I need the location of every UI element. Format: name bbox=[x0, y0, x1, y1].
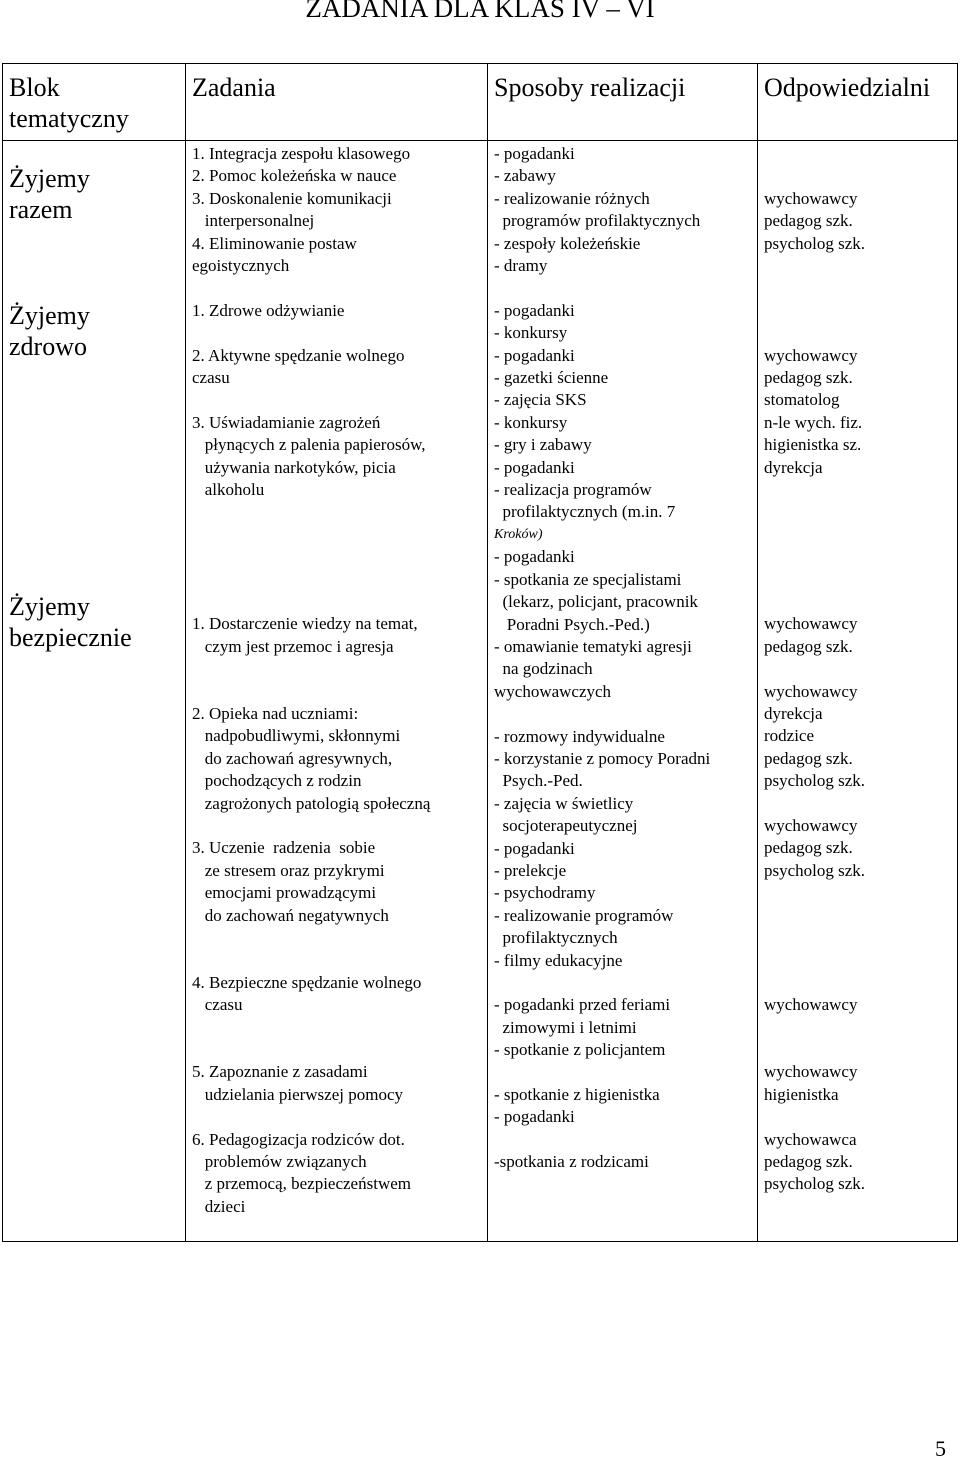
blok-zdrowo-line-2: zdrowo bbox=[9, 332, 87, 361]
zadania-item: czasu bbox=[192, 368, 230, 388]
sposoby-item: - zabawy bbox=[494, 166, 556, 186]
zadania-item: 3. Uświadamianie zagrożeń bbox=[192, 412, 381, 432]
zadania-item: emocjami prowadzącymi bbox=[192, 883, 377, 903]
spacer bbox=[192, 546, 487, 568]
spacer bbox=[192, 1106, 487, 1128]
spacer bbox=[764, 255, 957, 277]
odpowiedzialni-item bbox=[764, 658, 957, 680]
sposoby-section bbox=[494, 143, 757, 300]
odpowiedzialni-item: wychowawcy bbox=[764, 815, 858, 835]
sposoby-item: - realizacja programów bbox=[494, 480, 652, 500]
odpowiedzialni-item: n-le wych. fiz. bbox=[764, 412, 863, 432]
zadania-item: zagrożonych patologią społeczną bbox=[192, 793, 431, 813]
odpowiedzialni-item: psycholog szk. bbox=[764, 1174, 866, 1194]
odpowiedzialni-section bbox=[764, 300, 957, 614]
blok-column bbox=[3, 141, 186, 1242]
spacer bbox=[494, 1174, 757, 1196]
table-row-main bbox=[3, 141, 958, 1242]
odpowiedzialni-section bbox=[764, 972, 957, 1062]
spacer bbox=[192, 1017, 487, 1039]
zadania-item: alkoholu bbox=[192, 480, 265, 500]
sposoby-section bbox=[494, 1084, 757, 1151]
zadania-item: do zachowań negatywnych bbox=[192, 905, 389, 925]
spacer bbox=[764, 479, 957, 501]
zadania-item: problemów związanych bbox=[192, 1152, 367, 1172]
odpowiedzialni-item: wychowawcy bbox=[764, 681, 858, 701]
spacer bbox=[494, 1218, 757, 1240]
zadania-item: 2. Opieka nad uczniami: bbox=[192, 704, 359, 723]
odpowiedzialni-item: higienistka bbox=[764, 1084, 839, 1104]
blok-bezpiecznie bbox=[3, 591, 185, 653]
zadania-list bbox=[186, 141, 487, 1218]
sposoby-item: - realizowanie różnych bbox=[494, 188, 650, 208]
sposoby-item: - zajęcia w świetlicy bbox=[494, 793, 634, 813]
odpowiedzialni-item: dyrekcja bbox=[764, 457, 823, 477]
odpowiedzialni-item: pedagog szk. bbox=[764, 1151, 853, 1171]
odpowiedzialni-item: pedagog szk. bbox=[764, 367, 853, 387]
zadania-section bbox=[192, 300, 487, 614]
sposoby-item: - pogadanki przed feriami bbox=[494, 995, 671, 1015]
zadania-item: 5. Zapoznanie z zasadami bbox=[192, 1062, 368, 1082]
spacer bbox=[764, 905, 957, 927]
table-header-row bbox=[3, 64, 958, 141]
tasks-table bbox=[2, 63, 958, 1242]
sposoby-item: programów profilaktycznych bbox=[494, 211, 701, 231]
odpowiedzialni-item: wychowawcy bbox=[764, 614, 858, 634]
zadania-item: używania narkotyków, picia bbox=[192, 457, 396, 477]
spacer bbox=[764, 1106, 957, 1128]
sposoby-item: - psychodramy bbox=[494, 883, 596, 903]
sposoby-item: - prelekcje bbox=[494, 860, 567, 880]
spacer bbox=[764, 277, 957, 299]
blok-bezpiecznie-line-2: bezpiecznie bbox=[9, 623, 132, 652]
spacer bbox=[764, 882, 957, 904]
sposoby-item: - gry i zabawy bbox=[494, 435, 592, 455]
sposoby-item: - filmy edukacyjne bbox=[494, 950, 623, 970]
sposoby-item: - rozmowy indywidualne bbox=[494, 726, 665, 746]
sposoby-item: - pogadanki bbox=[494, 345, 575, 365]
sposoby-item: - pogadanki bbox=[494, 300, 575, 320]
odpowiedzialni-section bbox=[764, 1061, 957, 1128]
spacer bbox=[764, 1039, 957, 1061]
sposoby-item: - zajęcia SKS bbox=[494, 390, 587, 410]
spacer bbox=[764, 591, 957, 613]
odpowiedzialni-list bbox=[758, 141, 957, 1218]
spacer bbox=[494, 277, 757, 299]
odpowiedzialni-item bbox=[764, 143, 957, 165]
spacer bbox=[192, 927, 487, 949]
sposoby-item: - pogadanki bbox=[494, 144, 575, 163]
sposoby-item: profilaktycznych bbox=[494, 928, 618, 948]
zadania-section bbox=[192, 972, 487, 1062]
sposoby-item: - zespoły koleżeńskie bbox=[494, 233, 641, 253]
zadania-item bbox=[192, 815, 487, 837]
spacer bbox=[764, 1017, 957, 1039]
sposoby-item: - omawianie tematyki agresji bbox=[494, 636, 692, 656]
blok-zdrowo bbox=[3, 300, 185, 591]
odpowiedzialni-section bbox=[764, 1129, 957, 1219]
spacer bbox=[764, 927, 957, 949]
sposoby-item: zimowymi i letnimi bbox=[494, 1017, 637, 1037]
zadania-item: pochodzących z rodzin bbox=[192, 771, 362, 791]
zadania-item bbox=[192, 681, 487, 703]
zadania-item: 2. Aktywne spędzanie wolnego bbox=[192, 345, 405, 365]
odpowiedzialni-item bbox=[764, 793, 957, 815]
spacer bbox=[494, 1062, 757, 1084]
odpowiedzialni-item bbox=[764, 322, 957, 344]
odpowiedzialni-item: wychowawcy bbox=[764, 345, 858, 365]
sposoby-item bbox=[494, 703, 757, 725]
zadania-item bbox=[192, 658, 487, 680]
odpowiedzialni-item: pedagog szk. bbox=[764, 211, 853, 231]
header-sposoby: Sposoby realizacji bbox=[488, 64, 758, 141]
sposoby-item: wychowawczych bbox=[494, 681, 612, 701]
zadania-item bbox=[192, 389, 487, 411]
sposoby-section bbox=[494, 1151, 757, 1241]
zadania-item: 4. Bezpieczne spędzanie wolnego bbox=[192, 972, 422, 992]
sposoby-item: profilaktycznych (m.in. 7 bbox=[494, 502, 676, 522]
odpowiedzialni-item: pedagog szk. bbox=[764, 838, 853, 858]
page-title: ZADANIA DLA KLAS IV – VI bbox=[305, 0, 655, 23]
spacer bbox=[764, 501, 957, 523]
odpowiedzialni-section bbox=[764, 143, 957, 300]
sposoby-item: Poradni Psych.-Ped.) bbox=[494, 614, 650, 634]
odpowiedzialni-item bbox=[764, 165, 957, 187]
odpowiedzialni-item: pedagog szk. bbox=[764, 636, 853, 656]
sposoby-item: - pogadanki bbox=[494, 1107, 575, 1127]
sposoby-column bbox=[488, 141, 758, 1242]
odpowiedzialni-item: wychowawca bbox=[764, 1129, 857, 1149]
sposoby-item: - gazetki ścienne bbox=[494, 368, 609, 388]
sposoby-item: - konkursy bbox=[494, 412, 568, 432]
blok-razem-line-1: Żyjemy bbox=[9, 164, 90, 193]
odpowiedzialni-item: stomatolog bbox=[764, 390, 840, 410]
odpowiedzialni-item: dyrekcja bbox=[764, 703, 823, 723]
sposoby-list bbox=[488, 141, 757, 1241]
sposoby-item: - spotkanie z policjantem bbox=[494, 1040, 666, 1060]
sposoby-item: Kroków) bbox=[494, 526, 543, 542]
zadania-column bbox=[186, 141, 488, 1242]
zadania-item: 6. Pedagogizacja rodziców dot. bbox=[192, 1129, 405, 1149]
odpowiedzialni-section bbox=[764, 613, 957, 971]
sposoby-item: - pogadanki bbox=[494, 838, 575, 858]
odpowiedzialni-item bbox=[764, 972, 957, 994]
blok-razem-line-2: razem bbox=[9, 195, 73, 224]
zadania-section bbox=[192, 143, 487, 300]
zadania-item: 1. Zdrowe odżywianie bbox=[192, 300, 345, 320]
spacer bbox=[764, 569, 957, 591]
header-zadania: Zadania bbox=[186, 64, 488, 141]
sposoby-item: na godzinach bbox=[494, 659, 593, 679]
spacer bbox=[192, 524, 487, 546]
zadania-item: 1. Dostarczenie wiedzy na temat, bbox=[192, 614, 418, 634]
header-blok-line-2: tematyczny bbox=[9, 104, 129, 133]
odpowiedzialni-item: psycholog szk. bbox=[764, 771, 866, 791]
spacer bbox=[192, 591, 487, 613]
zadania-section bbox=[192, 613, 487, 971]
header-odpowiedzialni: Odpowiedzialni bbox=[758, 64, 958, 141]
zadania-item: 3. Doskonalenie komunikacji bbox=[192, 188, 392, 208]
zadania-section bbox=[192, 1129, 487, 1219]
zadania-item: egoistycznych bbox=[192, 256, 290, 276]
odpowiedzialni-item: psycholog szk. bbox=[764, 860, 866, 880]
header-blok bbox=[3, 64, 186, 141]
zadania-item: nadpobudliwymi, skłonnymi bbox=[192, 726, 401, 746]
spacer bbox=[192, 277, 487, 299]
spacer bbox=[764, 949, 957, 971]
sposoby-item: - konkursy bbox=[494, 323, 568, 343]
page-number: 5 bbox=[935, 1436, 946, 1461]
zadania-item: płynących z palenia papierosów, bbox=[192, 435, 426, 455]
sposoby-section bbox=[494, 994, 757, 1084]
blok-bezpiecznie-line-1: Żyjemy bbox=[9, 592, 90, 621]
spacer bbox=[494, 972, 757, 994]
sposoby-item: - pogadanki bbox=[494, 457, 575, 477]
zadania-item: dzieci bbox=[192, 1196, 246, 1216]
spacer bbox=[494, 1129, 757, 1151]
odpowiedzialni-item: wychowawcy bbox=[764, 188, 858, 208]
odpowiedzialni-item: wychowawcy bbox=[764, 1062, 858, 1082]
spacer bbox=[192, 501, 487, 523]
spacer bbox=[192, 1039, 487, 1061]
sposoby-item: - spotkanie z higienistka bbox=[494, 1085, 660, 1104]
spacer bbox=[764, 546, 957, 568]
blok-razem bbox=[3, 163, 185, 300]
sposoby-item: - spotkania ze specjalistami bbox=[494, 569, 682, 589]
sposoby-item: - dramy bbox=[494, 256, 548, 276]
sposoby-section bbox=[494, 300, 757, 636]
spacer bbox=[192, 949, 487, 971]
sposoby-item: socjoterapeutycznej bbox=[494, 816, 638, 836]
odpowiedzialni-item: wychowawcy bbox=[764, 995, 858, 1015]
blok-zdrowo-line-1: Żyjemy bbox=[9, 301, 90, 330]
sposoby-section bbox=[494, 636, 757, 994]
zadania-item: ze stresem oraz przykrymi bbox=[192, 860, 385, 880]
zadania-item: interpersonalnej bbox=[192, 211, 315, 231]
zadania-item: 4. Eliminowanie postaw bbox=[192, 233, 357, 253]
odpowiedzialni-item bbox=[764, 300, 957, 322]
zadania-item: do zachowań agresywnych, bbox=[192, 748, 393, 768]
odpowiedzialni-item: pedagog szk. bbox=[764, 748, 853, 768]
odpowiedzialni-item: rodzice bbox=[764, 726, 815, 746]
zadania-item: z przemocą, bezpieczeństwem bbox=[192, 1174, 411, 1194]
zadania-item bbox=[192, 322, 487, 344]
spacer bbox=[764, 1196, 957, 1218]
header-blok-line-1: Blok bbox=[9, 73, 60, 102]
zadania-item: 1. Integracja zespołu klasowego bbox=[192, 144, 411, 163]
sposoby-item: Psych.-Ped. bbox=[494, 771, 583, 791]
zadania-item: czasu bbox=[192, 995, 243, 1015]
sposoby-item: - pogadanki bbox=[494, 547, 575, 567]
zadania-item: udzielania pierwszej pomocy bbox=[192, 1084, 404, 1104]
odpowiedzialni-item: psycholog szk. bbox=[764, 233, 866, 253]
zadania-item: 2. Pomoc koleżeńska w nauce bbox=[192, 166, 397, 186]
odpowiedzialni-item: higienistka sz. bbox=[764, 435, 862, 455]
spacer bbox=[192, 569, 487, 591]
spacer bbox=[494, 1196, 757, 1218]
zadania-item: czym jest przemoc i agresja bbox=[192, 636, 394, 656]
sposoby-item: - korzystanie z pomocy Poradni bbox=[494, 748, 711, 768]
sposoby-item: -spotkania z rodzicami bbox=[494, 1152, 649, 1172]
sposoby-item: - realizowanie programów bbox=[494, 905, 674, 925]
odpowiedzialni-column bbox=[758, 141, 958, 1242]
spacer bbox=[764, 524, 957, 546]
zadania-section bbox=[192, 1061, 487, 1128]
sposoby-item: (lekarz, policjant, pracownik bbox=[494, 592, 698, 612]
zadania-item: 3. Uczenie radzenia sobie bbox=[192, 838, 376, 858]
